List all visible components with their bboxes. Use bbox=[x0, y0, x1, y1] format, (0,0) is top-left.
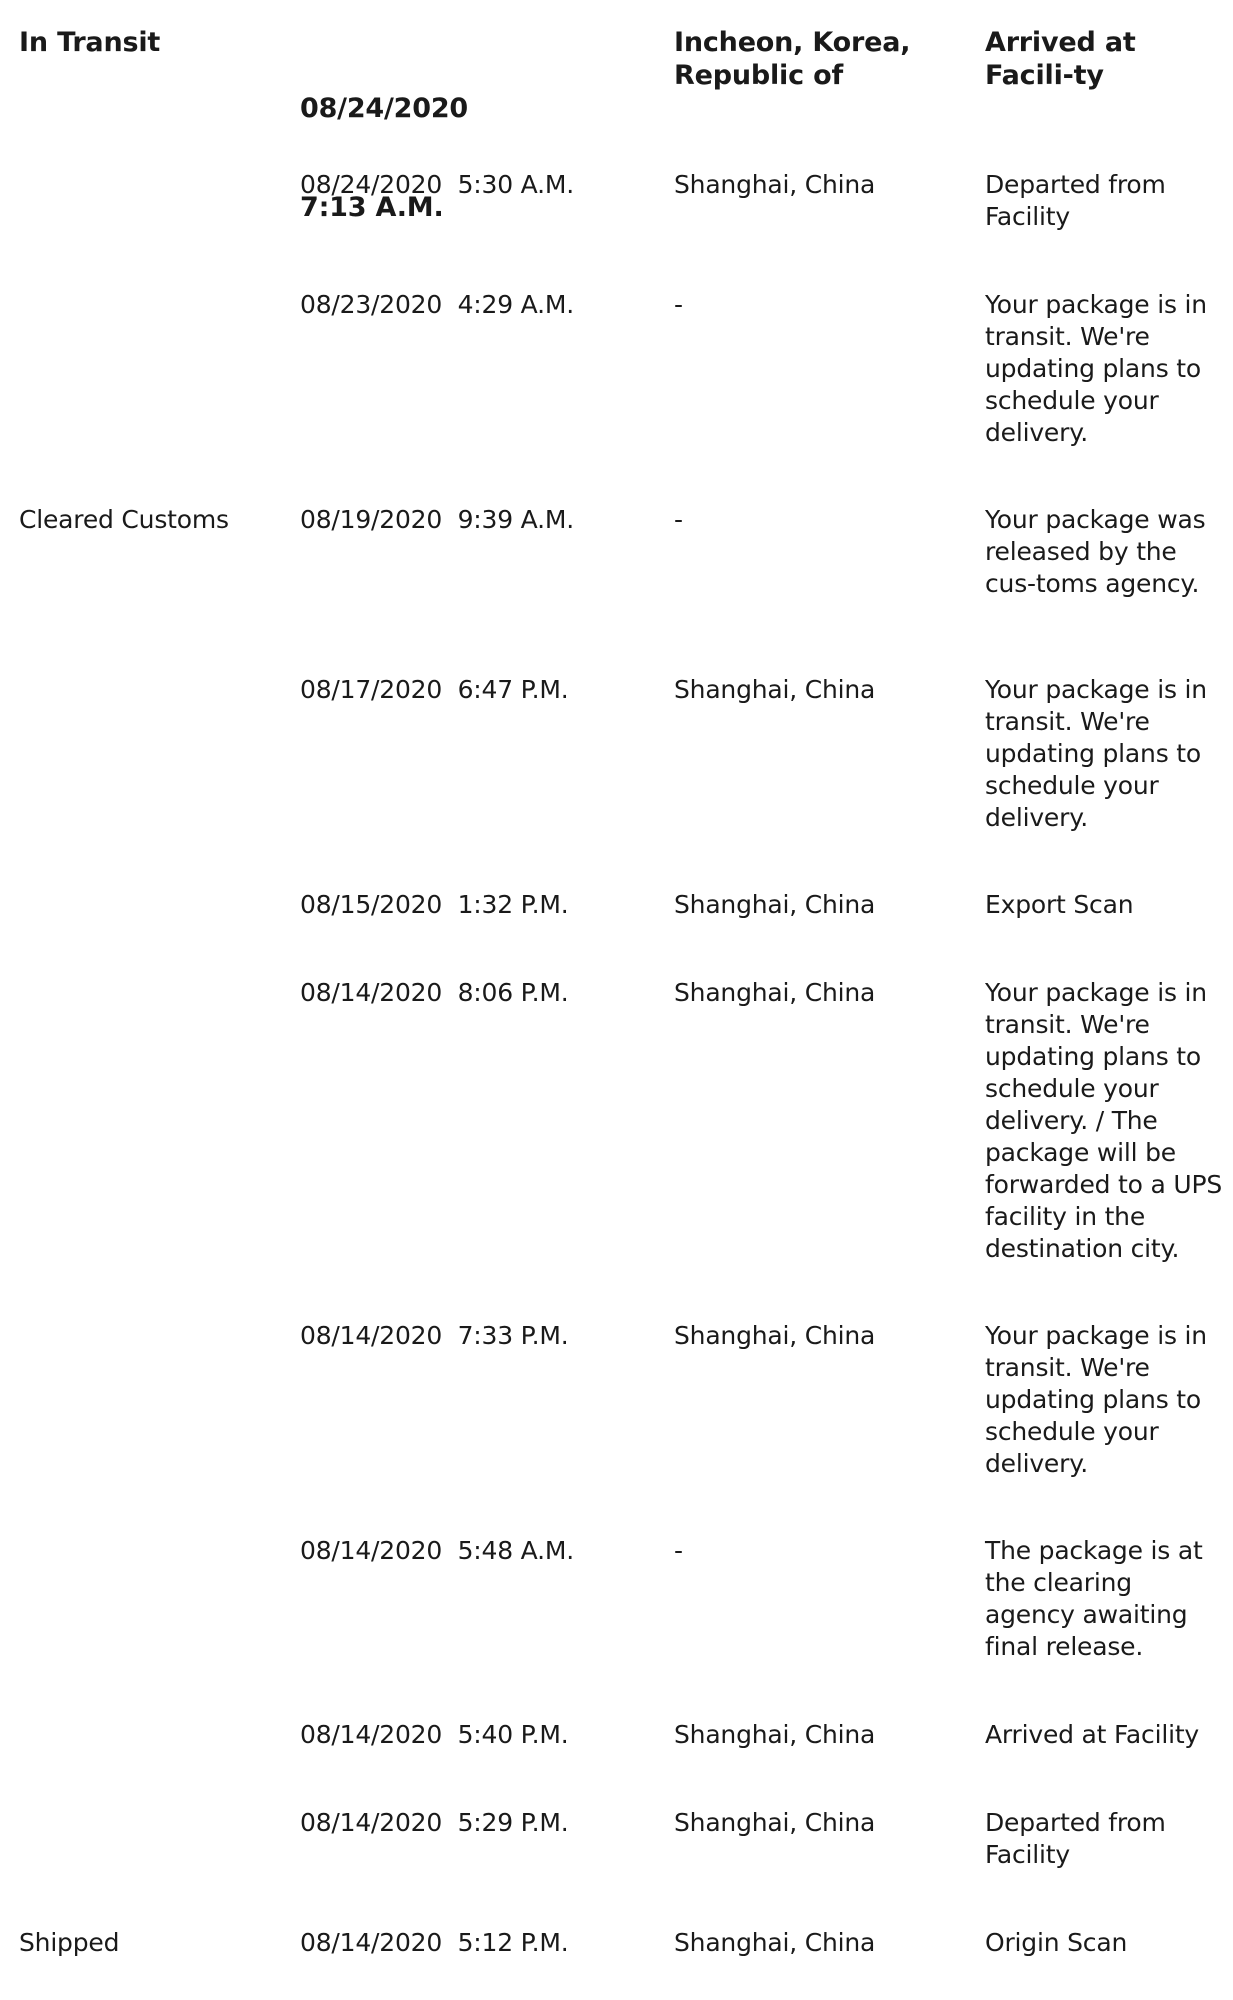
activity-cell: Departed from Facility bbox=[985, 1808, 1166, 1869]
date-cell bbox=[300, 26, 660, 290]
activity-cell: Origin Scan bbox=[985, 1928, 1128, 1957]
location-cell: Shanghai, China bbox=[674, 1808, 876, 1837]
location-cell: Shanghai, China bbox=[674, 170, 876, 199]
status-cell: In Transit bbox=[19, 27, 161, 58]
datetime-cell: 08/14/2020 5:40 P.M. bbox=[300, 1720, 569, 1749]
location-cell: - bbox=[674, 1536, 683, 1565]
datetime-cell: 08/14/2020 5:12 P.M. bbox=[300, 1928, 569, 1957]
datetime-cell: 08/23/2020 4:29 A.M. bbox=[300, 290, 574, 319]
location-cell: - bbox=[674, 290, 683, 319]
datetime-cell: 08/14/2020 7:33 P.M. bbox=[300, 1321, 569, 1350]
activity-cell: Your package is in transit. We're updating plans to schedule your delivery. bbox=[985, 1321, 1207, 1478]
location-cell: Shanghai, China bbox=[674, 1720, 876, 1749]
location-cell: Incheon, Korea, Republic of bbox=[674, 27, 911, 91]
date-text: 08/24/2020 bbox=[300, 93, 469, 124]
location-cell: Shanghai, China bbox=[674, 675, 876, 704]
datetime-cell: 08/14/2020 5:48 A.M. bbox=[300, 1536, 574, 1565]
datetime-cell: 08/14/2020 5:29 P.M. bbox=[300, 1808, 569, 1837]
activity-cell: Export Scan bbox=[985, 890, 1134, 919]
activity-cell: The package is at the clearing agency awaiting final release. bbox=[985, 1536, 1203, 1661]
status-cell: Cleared Customs bbox=[19, 505, 229, 534]
activity-cell: Arrived at Facility bbox=[985, 1720, 1200, 1749]
location-cell: Shanghai, China bbox=[674, 1928, 876, 1957]
activity-cell: Arrived at Facili-ty bbox=[985, 27, 1136, 91]
location-cell: Shanghai, China bbox=[674, 890, 876, 919]
datetime-cell: 08/19/2020 9:39 A.M. bbox=[300, 505, 574, 534]
datetime-cell: 08/17/2020 6:47 P.M. bbox=[300, 675, 569, 704]
activity-cell: Your package is in transit. We're updating plans to schedule your delivery. / The package will be forwarded to a UPS facility in the destination city. bbox=[985, 978, 1223, 1263]
activity-cell: Your package is in transit. We're updating plans to schedule your delivery. bbox=[985, 290, 1207, 447]
datetime-cell: 08/15/2020 1:32 P.M. bbox=[300, 890, 569, 919]
location-cell: - bbox=[674, 505, 683, 534]
location-cell: Shanghai, China bbox=[674, 1321, 876, 1350]
activity-cell: Your package is in transit. We're updating plans to schedule your delivery. bbox=[985, 675, 1207, 832]
datetime-cell: 08/24/2020 5:30 A.M. bbox=[300, 170, 574, 199]
time-text: 7:13 A.M. bbox=[300, 192, 444, 223]
datetime-cell: 08/14/2020 8:06 P.M. bbox=[300, 978, 569, 1007]
location-cell: Shanghai, China bbox=[674, 978, 876, 1007]
activity-cell: Your package was released by the cus-toms agency. bbox=[985, 505, 1206, 598]
activity-cell: Departed from Facility bbox=[985, 170, 1166, 231]
status-cell: Shipped bbox=[19, 1928, 120, 1957]
